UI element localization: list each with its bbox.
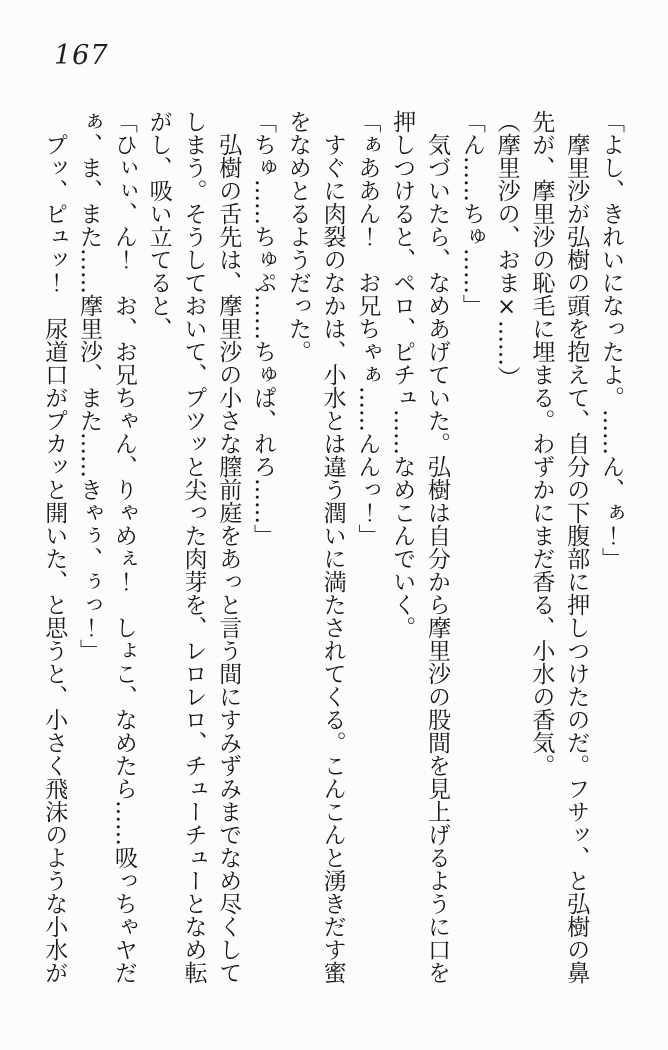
text-line: 押しつけると、ペロ、ピチュ……なめこんでいく。	[389, 110, 416, 639]
text-line: 「ぁああん！ お兄ちゃぁ……んんっ！」	[354, 110, 381, 547]
text-line: 「ちゅ……ちゅぷ……ちゅぱ、れろ……」	[250, 110, 277, 547]
text-line: がし、吸い立てると、	[145, 110, 172, 340]
text-line: すぐに肉裂のなかは、小水とは違う潤いに満たされてくる。こんこんと湧きだす蜜	[319, 110, 346, 984]
text-line: 摩里沙が弘樹の頭を抱えて、自分の下腹部に押しつけたのだ。フサッ、と弘樹の鼻	[563, 110, 590, 984]
text-line: ぁ、ま、また……摩里沙、また……きゃぅ、ぅっ！」	[76, 110, 103, 662]
text-line: しまう。そうしておいて、プツッと尖った肉芽を、レロレロ、チューチューとなめ転	[180, 110, 207, 984]
text-line: 「よし、きれいになったよ。……ん、ぁ！」	[598, 110, 624, 570]
page-number: 167	[54, 40, 109, 71]
text-line: 先が、摩里沙の恥毛に埋まる。わずかにまだ香る、小水の香気。	[528, 110, 555, 777]
text-line: 「ん……ちゅ……」	[458, 110, 485, 317]
text-line: プッ、ピュッ！ 尿道口がプカッと開いた、と思うと、小さく飛沫のような小水が	[41, 110, 68, 984]
text-line: 気づいたら、なめあげていた。弘樹は自分から摩里沙の股間を見上げるように口を	[424, 110, 451, 984]
text-line: をなめとるようだった。	[284, 110, 311, 363]
text-line: 弘樹の舌先は、摩里沙の小さな膣前庭をあっと言う間にすみずみまでなめ尽くして	[215, 110, 242, 984]
text-line: 「ひぃぃ、ん！ お、お兄ちゃん、りゃめぇ！ しょこ、なめたら……吸っちゃヤだ	[110, 110, 137, 984]
text-block	[34, 110, 628, 1006]
text-line: （摩里沙の、おま×……）	[493, 110, 520, 389]
